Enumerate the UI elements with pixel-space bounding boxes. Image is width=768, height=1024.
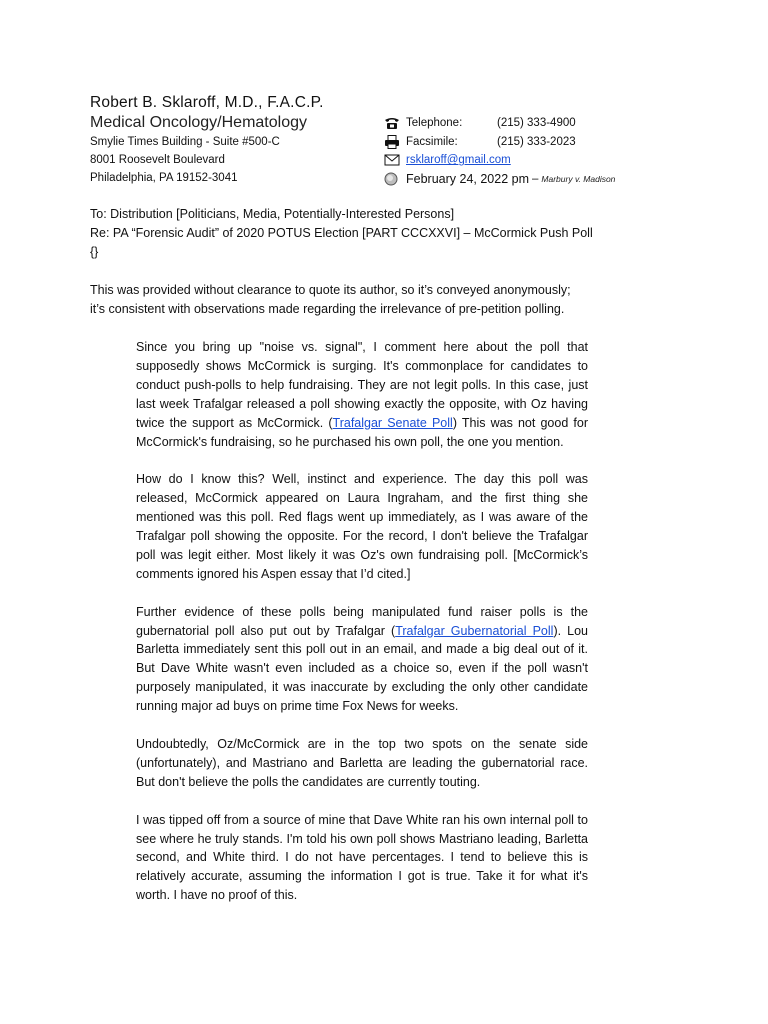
fax-icon (384, 135, 400, 149)
address-line-1: Smylie Times Building - Suite #500-C (90, 136, 280, 148)
quoted-message (136, 338, 588, 924)
to-line: To: Distribution [Politicians, Media, Potentially-Interested Persons] (90, 207, 455, 221)
clock-icon (384, 172, 400, 186)
re-line: Re: PA “Forensic Audit” of 2020 POTUS Election [PART CCCXXVI] – McCormick Push Poll (90, 225, 593, 240)
quote-paragraph-2: How do I know this? Well, instinct and experience. The day this poll was released, McCormick appeared on Laura Ingraham, and the first thing she mentioned was this poll. Red flags went up immediately, as I was aware of the Trafalgar poll showing the opposite. For the record, I don't believe the Trafalgar poll was legit either. Most likely it was Oz's own fundraising poll. [McCormick’s comments ignored his Aspen essay that I’d cited.] (136, 472, 588, 581)
date-dash: – (532, 172, 539, 185)
quote-paragraph-5: I was tipped off from a source of mine that Dave White ran his own internal poll to see where he truly stands. I'm told his own poll shows Mastriano leading, Barletta second, and White third. I do not have percentages. I tend to believe this is relatively accurate, assuming the information I got is true. Take it for what it's worth. I have no proof of this. (136, 812, 588, 903)
trafalgar-gubernatorial-poll-link[interactable]: Trafalgar Gubernatorial Poll (395, 623, 554, 638)
facsimile-label: Facsimile: (406, 135, 458, 148)
braces-line: {} (90, 244, 99, 259)
envelope-icon (384, 153, 400, 167)
date-row (384, 170, 684, 189)
intro-line-2: it’s consistent with observations made regarding the irrelevance of pre-petition polling. (90, 301, 565, 316)
telephone-label: Telephone: (406, 117, 463, 130)
email-row (384, 151, 684, 170)
quote-p3-text-b: ). Lou Barletta immediately sent this poll out in an email, and made a big deal out of it. But Dave White wasn't even included as a choice so, even if the poll wasn't purposely manipulated, it was inaccurate by excluding the only other candidate running major ad buys on prime time Fox News for weeks. (136, 623, 588, 714)
letterhead-left (90, 93, 380, 187)
telephone-row (384, 114, 684, 133)
author-specialty: Medical Oncology/Hematology (90, 114, 307, 131)
quote-paragraph-1 (136, 338, 588, 451)
telephone-value: (215) 333-4900 (497, 117, 576, 130)
email-link[interactable]: rsklaroff@gmail.com (406, 154, 511, 167)
quote-p1-text-a: Since you bring up "noise vs. signal", I comment here about the poll that supposedly shows McCormick is surging. It's commonplace for candidates to conduct push-polls to help fundraising. They are not legit polls. In this case, just last week Trafalgar released a poll showing exactly the opposite, with Oz having twice the support as McCormick. ( (136, 340, 588, 430)
letter-date: February 24, 2022 pm (406, 171, 529, 186)
address-line-3: Philadelphia, PA 19152-3041 (90, 172, 238, 184)
case-citation: Marbury v. Madison (541, 173, 616, 184)
quote-p3-text-a: Further evidence of these polls being manipulated fund raiser polls is the gubernatorial poll also put out by Trafalgar ( (136, 604, 588, 638)
facsimile-value: (215) 333-2023 (497, 135, 576, 148)
author-name: Robert B. Sklaroff, M.D., F.A.C.P. (90, 94, 324, 111)
trafalgar-senate-poll-link[interactable]: Trafalgar Senate Poll (332, 415, 453, 430)
quote-p1-text-b: ) This was not good for McCormick's fundraising, so he purchased his own poll, the one you mention. (136, 415, 589, 449)
facsimile-row (384, 133, 684, 152)
intro-paragraph (90, 281, 650, 319)
letterhead-contact (384, 114, 684, 188)
quote-paragraph-3 (136, 603, 588, 716)
quote-paragraph-4: Undoubtedly, Oz/McCormick are in the top two spots on the senate side (unfortunately), and Mastriano and Barletta are leading the gubernatorial race. But don't believe the polls the candidates are currently touting. (136, 736, 588, 789)
address-block (90, 205, 690, 261)
telephone-icon (384, 116, 400, 130)
intro-line-1: This was provided without clearance to quote its author, so it’s conveyed anonymously; (90, 283, 571, 297)
address-line-2: 8001 Roosevelt Boulevard (90, 154, 225, 166)
